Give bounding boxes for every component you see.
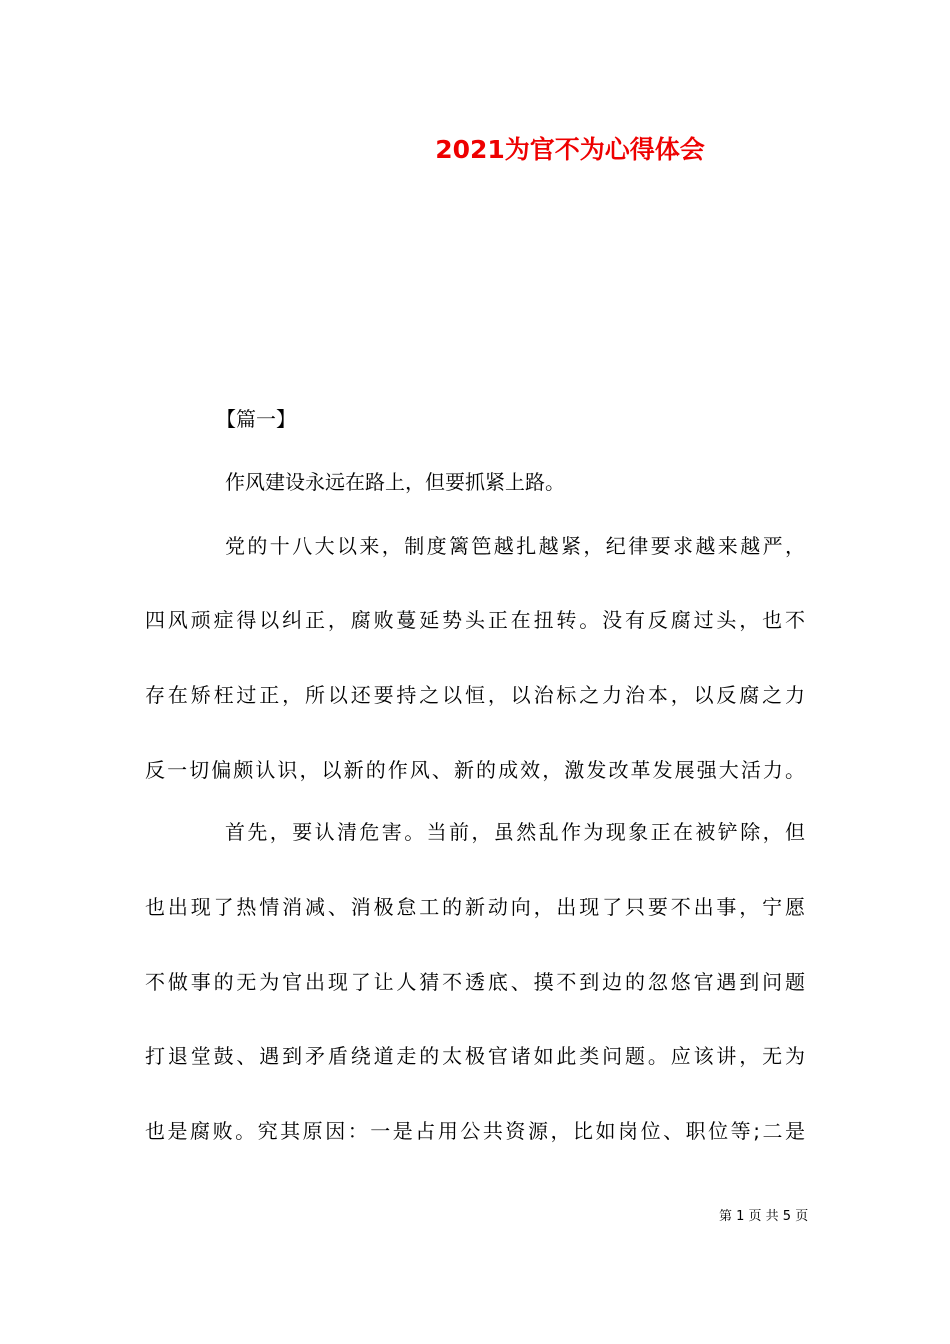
- paragraph-line: 党的十八大以来，制度篱笆越扎越紧，纪律要求越来越严，: [225, 534, 805, 558]
- section-heading: 【篇一】: [216, 407, 296, 431]
- page-footer: 第 1 页 共 5 页: [719, 1209, 809, 1224]
- paragraph-line: 作风建设永远在路上，但要抓紧上路。: [225, 470, 565, 494]
- document-title: 2021为官不为心得体会: [435, 135, 705, 164]
- paragraph-line: 打退堂鼓、遇到矛盾绕道走的太极官诸如此类问题。应该讲，无为: [145, 1044, 805, 1068]
- paragraph-line: 反一切偏颇认识，以新的作风、新的成效，激发改革发展强大活力。: [145, 758, 805, 782]
- paragraph-line: 也出现了热情消减、消极怠工的新动向，出现了只要不出事，宁愿: [145, 895, 805, 919]
- paragraph-line: 也是腐败。究其原因：一是占用公共资源，比如岗位、职位等;二是: [145, 1119, 805, 1143]
- paragraph-line: 四风顽症得以纠正，腐败蔓延势头正在扭转。没有反腐过头，也不: [145, 608, 805, 632]
- paragraph-line: 存在矫枉过正，所以还要持之以恒，以治标之力治本，以反腐之力: [145, 683, 805, 707]
- paragraph-line: 首先，要认清危害。当前，虽然乱作为现象正在被铲除，但: [225, 820, 805, 844]
- paragraph-line: 不做事的无为官出现了让人猜不透底、摸不到边的忽悠官遇到问题: [145, 970, 805, 994]
